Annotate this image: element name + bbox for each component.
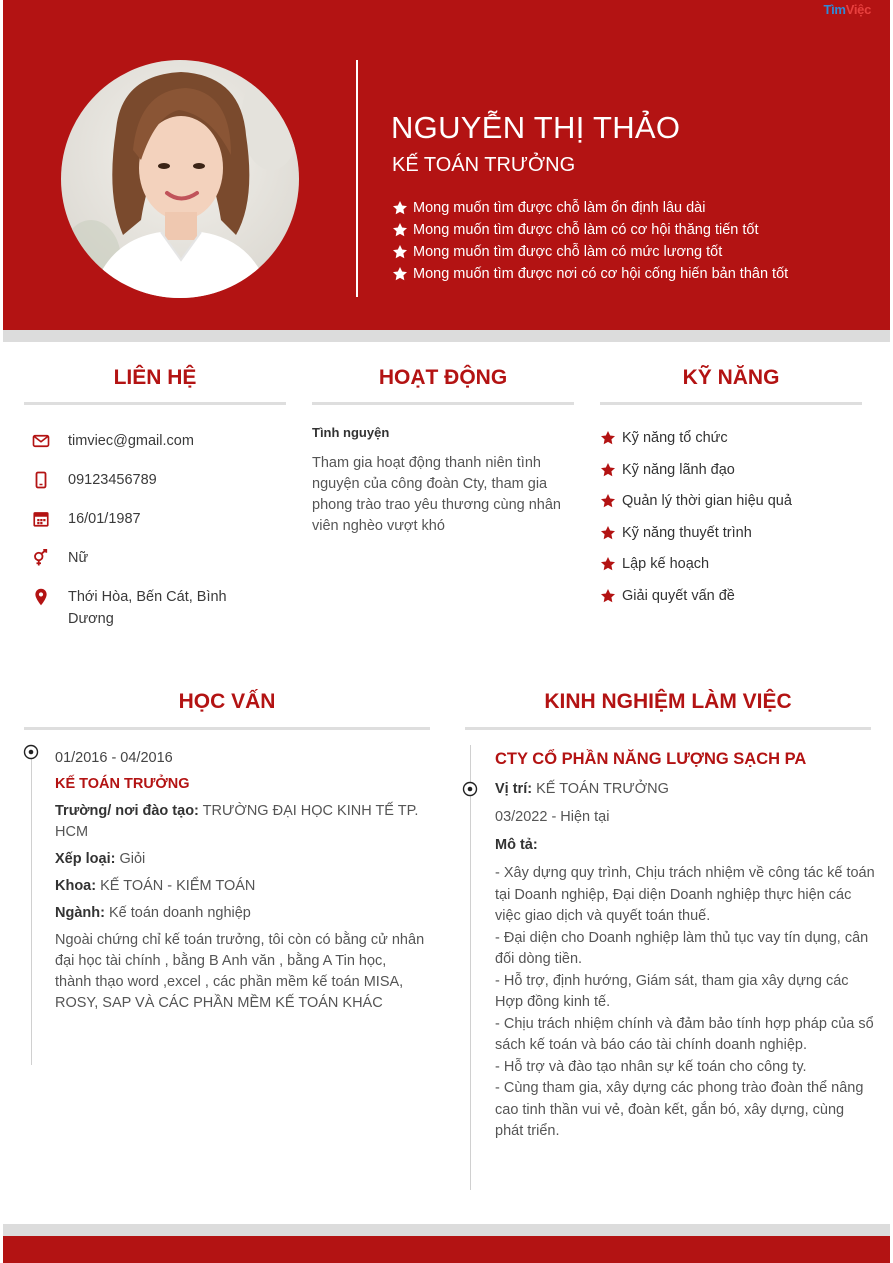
contact-phone-text: 09123456789 bbox=[68, 472, 157, 488]
career-goals bbox=[392, 197, 788, 285]
skill-label: Kỹ năng tổ chức bbox=[622, 430, 728, 446]
star-icon bbox=[392, 222, 408, 238]
school-label: Trường/ nơi đào tạo: bbox=[55, 803, 199, 819]
brand-part1: Tìm bbox=[823, 2, 846, 17]
skill-label: Kỹ năng thuyết trình bbox=[622, 524, 752, 541]
skills-rule bbox=[600, 402, 862, 405]
star-icon bbox=[392, 266, 408, 282]
skill-label: Kỹ năng lãnh đạo bbox=[622, 461, 735, 478]
skills-list bbox=[600, 427, 792, 617]
education-note: Ngoài chứng chỉ kế toán trưởng, tôi còn có bằng cử nhân đại học tài chính , bằng B Anh văn , bằng A Tin học, thành thạo word ,excel , các phần mềm kế toán MISA, ROSY, SAP VÀ CÁC PHẦN MỀM KẾ TOÁN KHÁC bbox=[55, 932, 425, 1011]
timeline-dot-icon bbox=[462, 781, 478, 797]
education-rule bbox=[24, 727, 430, 730]
skill-label: Quản lý thời gian hiệu quả bbox=[622, 493, 792, 510]
education-date: 01/2016 - 04/2016 bbox=[55, 750, 173, 766]
activities-rule bbox=[312, 402, 574, 405]
experience-rule bbox=[465, 727, 871, 730]
education-school bbox=[55, 801, 425, 843]
skill-item bbox=[600, 522, 792, 544]
contact-gender bbox=[32, 547, 282, 569]
calendar-icon bbox=[32, 510, 50, 528]
education-faculty bbox=[55, 876, 425, 897]
education-position: KẾ TOÁN TRƯỞNG bbox=[55, 776, 190, 792]
location-icon bbox=[32, 588, 50, 606]
major-label: Ngành: bbox=[55, 905, 105, 921]
skill-item bbox=[600, 553, 792, 575]
education-entry bbox=[55, 747, 425, 1014]
position-label: Vị trí: bbox=[495, 781, 533, 797]
contact-list bbox=[32, 430, 282, 647]
activities-title: HOẠT ĐỘNG bbox=[378, 366, 508, 389]
header-divider bbox=[356, 60, 358, 297]
company-name: CTY CỔ PHẦN NĂNG LƯỢNG SẠCH PA bbox=[495, 750, 807, 768]
desc-line: - Xây dựng quy trình, Chịu trách nhiệm về công tác kế toán tại Doanh nghiệp, Đại diện Doanh nghiệp thực hiện các việc giao dịch và quyết toán thuế. bbox=[495, 865, 875, 924]
contact-address-text: Thới Hòa, Bến Cát, Bình Dương bbox=[68, 589, 227, 627]
gender-icon bbox=[32, 549, 50, 567]
section-band bbox=[3, 1224, 890, 1236]
next-section-header bbox=[3, 1236, 890, 1263]
skill-item bbox=[600, 490, 792, 512]
contact-rule bbox=[24, 402, 286, 405]
desc-line: - Đại diện cho Doanh nghiệp làm thủ tục vay tín dụng, cân đối dòng tiền. bbox=[495, 929, 869, 967]
education-major bbox=[55, 903, 425, 924]
experience-timeline bbox=[470, 745, 471, 1190]
major-value: Kế toán doanh nghiệp bbox=[108, 905, 251, 921]
star-icon bbox=[392, 244, 408, 260]
star-icon bbox=[600, 525, 616, 541]
star-icon bbox=[600, 493, 616, 509]
experience-entry bbox=[495, 747, 875, 1143]
phone-icon bbox=[32, 471, 50, 489]
star-icon bbox=[600, 462, 616, 478]
desc-line: - Hỗ trợ, định hướng, Giám sát, tham gia xây dựng các Hợp đồng kinh tế. bbox=[495, 972, 849, 1010]
desc-line: - Hỗ trợ và đào tạo nhân sự kế toán cho công ty. bbox=[495, 1058, 807, 1075]
contact-address bbox=[32, 586, 282, 630]
skill-item bbox=[600, 427, 792, 449]
star-icon bbox=[600, 588, 616, 604]
candidate-name: NGUYỄN THỊ THẢO bbox=[391, 110, 681, 145]
star-icon bbox=[392, 200, 408, 216]
school-value: TRƯỜNG ĐẠI HỌC KINH TẾ TP. HCM bbox=[55, 803, 419, 840]
experience-title: KINH NGHIỆM LÀM VIỆC bbox=[544, 690, 792, 713]
goal-text: Mong muốn tìm được nơi có cơ hội cống hiến bản thân tốt bbox=[413, 266, 789, 282]
star-icon bbox=[600, 556, 616, 572]
contact-gender-text: Nữ bbox=[68, 550, 89, 566]
skills-title: KỸ NĂNG bbox=[682, 366, 780, 389]
contact-email bbox=[32, 430, 282, 452]
experience-period: 03/2022 - Hiện tại bbox=[495, 809, 610, 825]
goal-item bbox=[392, 241, 788, 263]
goal-text: Mong muốn tìm được chỗ làm có mức lương tốt bbox=[413, 244, 723, 260]
grade-value: Giỏi bbox=[119, 851, 146, 867]
timeline-dot-icon bbox=[23, 744, 39, 760]
contact-phone bbox=[32, 469, 282, 491]
skill-item bbox=[600, 585, 792, 607]
desc-label: Mô tả: bbox=[495, 837, 538, 853]
star-icon bbox=[600, 430, 616, 446]
candidate-role: KẾ TOÁN TRƯỞNG bbox=[392, 154, 576, 176]
education-title: HỌC VẤN bbox=[178, 690, 276, 713]
contact-email-text: timviec@gmail.com bbox=[68, 433, 194, 449]
section-band bbox=[3, 330, 890, 342]
experience-position bbox=[495, 779, 875, 800]
position-value: KẾ TOÁN TRƯỞNG bbox=[536, 781, 669, 797]
goal-item bbox=[392, 263, 788, 285]
experience-description bbox=[495, 863, 875, 1143]
brand-logo bbox=[823, 2, 871, 17]
skill-label: Giải quyết vấn đề bbox=[622, 587, 735, 604]
education-timeline bbox=[31, 755, 32, 1065]
skill-item bbox=[600, 459, 792, 481]
goal-text: Mong muốn tìm được chỗ làm có cơ hội thăng tiến tốt bbox=[413, 222, 759, 238]
contact-birthday bbox=[32, 508, 282, 530]
goal-item bbox=[392, 197, 788, 219]
activity-title: Tình nguyện bbox=[312, 425, 390, 440]
faculty-label: Khoa: bbox=[55, 878, 97, 894]
contact-title: LIÊN HỆ bbox=[113, 366, 197, 389]
goal-text: Mong muốn tìm được chỗ làm ổn định lâu dài bbox=[413, 200, 706, 216]
cv-header bbox=[3, 0, 890, 330]
skill-label: Lập kế hoạch bbox=[622, 556, 710, 573]
activity-description: Tham gia hoạt động thanh niên tình nguyện của công đoàn Cty, tham gia phong trào trao yêu thương cùng nhân viên nghèo vượt khó bbox=[312, 455, 561, 534]
faculty-value: KẾ TOÁN - KIỂM TOÁN bbox=[100, 878, 256, 894]
goal-item bbox=[392, 219, 788, 241]
email-icon bbox=[32, 432, 50, 450]
desc-line: - Chịu trách nhiệm chính và đảm bảo tính hợp pháp của sổ sách kế toán và báo cáo tài chính doanh nghiệp. bbox=[495, 1015, 874, 1053]
desc-line: - Cùng tham gia, xây dựng các phong trào đoàn thể nâng cao tinh thần vui vẻ, đoàn kết, gắn bó, xây dựng, cùng phát triển. bbox=[495, 1080, 864, 1139]
avatar bbox=[61, 60, 299, 298]
contact-birthday-text: 16/01/1987 bbox=[68, 511, 141, 527]
experience-desc-label bbox=[495, 835, 875, 856]
brand-part2: Việc bbox=[845, 2, 871, 17]
grade-label: Xếp loại: bbox=[55, 851, 116, 867]
education-grade bbox=[55, 849, 425, 870]
